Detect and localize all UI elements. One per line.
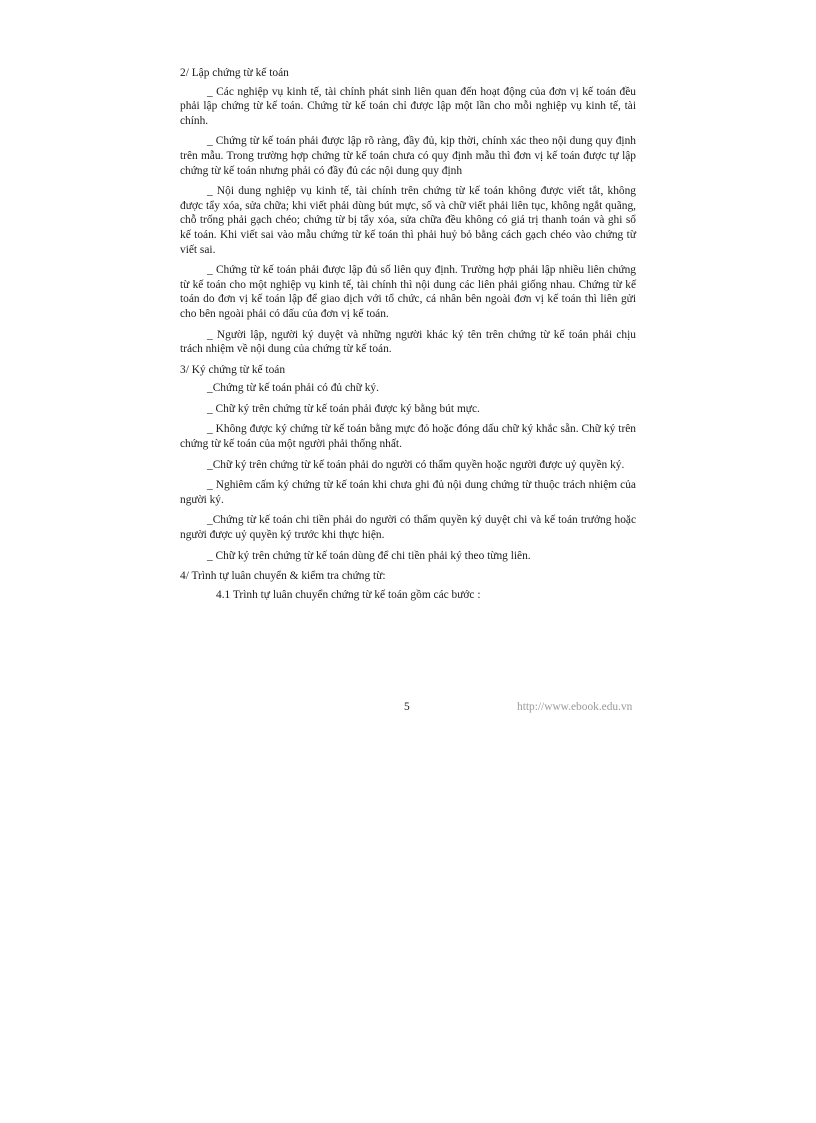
section-2-paragraph: _ Người lập, người ký duyệt và những người khác ký tên trên chứng từ kế toán phải chịu trách nhiệm về nội dung của chứng từ kế toán. <box>180 328 636 356</box>
section-3-item: _ Nghiêm cấm ký chứng từ kế toán khi chưa ghi đủ nội dung chứng từ thuộc trách nhiệm của người ký. <box>180 479 636 506</box>
section-2-paragraph: _ Các nghiệp vụ kinh tế, tài chính phát sinh liên quan đến hoạt động của đơn vị kế toán đều phải lập chứng từ kế toán. Chứng từ kế toán chỉ được lập một lần cho mỗi nghiệp vụ kinh tế, tài chính. <box>180 85 636 127</box>
section-3-item: _Chữ ký trên chứng từ kế toán phải do người có thẩm quyền hoặc người được uỷ quyền ký. <box>207 458 625 471</box>
section-3-item: _Chứng từ kế toán chi tiền phải do người có thẩm quyền ký duyệt chi và kế toán trưởng hoặc người được uỷ quyền ký trước khi thực hiện. <box>180 514 636 542</box>
section-2-heading: 2/ Lập chứng từ kế toán <box>180 67 289 79</box>
section-3-heading: 3/ Ký chứng từ kế toán <box>180 363 286 376</box>
page-body <box>180 66 636 606</box>
section-3-item: _ Chữ ký trên chứng từ kế toán dùng để chi tiền phải ký theo từng liên. <box>207 549 531 562</box>
section-3-item: _ Chữ ký trên chứng từ kế toán phải được ký bằng bút mực. <box>207 402 480 415</box>
section-4-heading: 4/ Trình tự luân chuyển & kiểm tra chứng từ: <box>180 570 386 583</box>
section-3-item: _Chứng từ kế toán phải có đủ chữ ký. <box>207 382 379 395</box>
section-2-paragraph: _ Chứng từ kế toán phải được lập rõ ràng, đầy đủ, kịp thời, chính xác theo nội dung quy định trên mẫu. Trong trường hợp chứng từ kế toán chưa có quy định mẫu thì đơn vị kế toán được tự lập chứng từ kế toán nhưng phải có đầy đủ các nội dung quy định <box>180 135 636 177</box>
footer-url: http://www.ebook.edu.vn <box>517 701 633 713</box>
section-4-subheading: 4.1 Trình tự luân chuyển chứng từ kế toán gồm các bước : <box>216 588 481 601</box>
section-3-item: _ Không được ký chứng từ kế toán bằng mực đỏ hoặc đóng dấu chữ ký khắc sẵn. Chữ ký trên chứng từ kế toán của một người phải thống nhất. <box>180 423 636 451</box>
section-2-paragraph: _ Chứng từ kế toán phải được lập đủ số liên quy định. Trường hợp phải lập nhiều liên chứng từ kế toán cho một nghiệp vụ kinh tế, tài chính thì nội dung các liên phải giống nhau. Chứng từ kế toán do đơn vị kế toán lập để giao dịch với tổ chức, cá nhân bên ngoài đơn vị kế toán thì liên gửi cho bên ngoài phải có dấu của đơn vị kế toán. <box>180 264 636 320</box>
page-number: 5 <box>404 701 410 713</box>
section-2-paragraph: _ Nội dung nghiệp vụ kinh tế, tài chính trên chứng từ kế toán không được viết tắt, không được tẩy xóa, sửa chữa; khi viết phải dùng bút mực, số và chữ viết phải liên tục, không ngắt quãng, chỗ trống phải gạch chéo; chứng từ bị tẩy xóa, sửa chữa đều không có giá trị thanh toán và ghi sổ kế toán. Khi viết sai vào mẫu chứng từ kế toán thì phải huỷ bỏ bằng cách gạch chéo vào chứng từ viết sai. <box>180 185 636 256</box>
